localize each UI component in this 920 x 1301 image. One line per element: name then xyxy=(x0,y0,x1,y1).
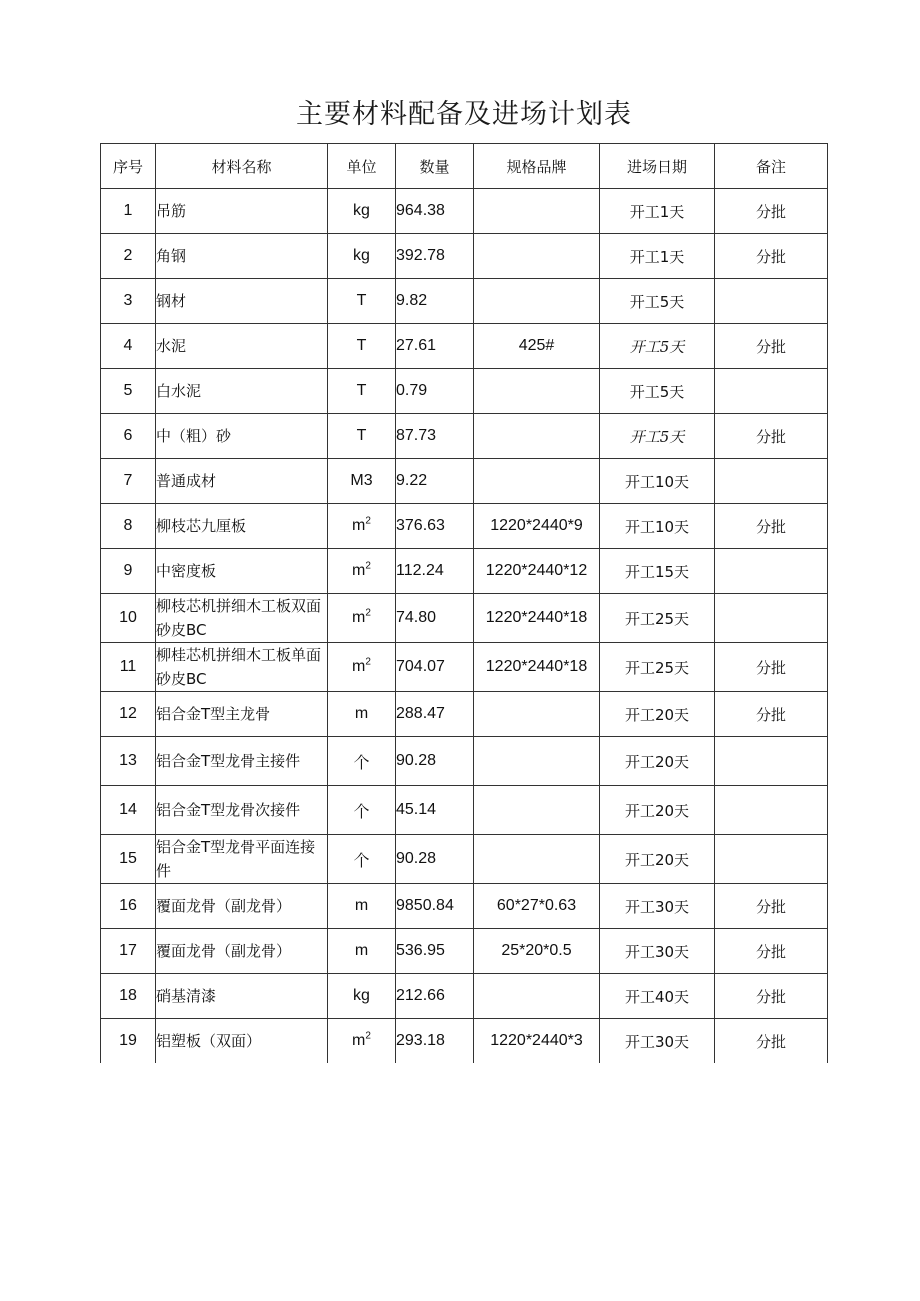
unit: m xyxy=(352,517,366,534)
row-no-cell xyxy=(101,643,156,692)
unit: T xyxy=(356,427,367,444)
remark: 分批 xyxy=(755,897,786,916)
remark-cell xyxy=(715,504,828,549)
arrival-date: 开工20天 xyxy=(624,705,690,724)
table-row xyxy=(101,459,828,504)
arrival-date: 开工40天 xyxy=(624,987,690,1006)
row-no: 4 xyxy=(123,337,133,354)
quantity-cell xyxy=(396,414,474,459)
material-name: 吊筋 xyxy=(156,202,187,220)
unit: kg xyxy=(353,247,370,264)
unit-superscript: 2 xyxy=(365,515,371,527)
quantity-cell xyxy=(396,189,474,234)
quantity-cell xyxy=(396,279,474,324)
material-name: 柳枝芯机拼细木工板双面砂皮BC xyxy=(156,597,322,639)
table-row xyxy=(101,594,828,643)
arrival-date-cell xyxy=(600,279,715,324)
material-name-cell xyxy=(156,234,328,279)
remark-cell xyxy=(715,459,828,504)
spec-brand-cell xyxy=(474,835,600,884)
table-row xyxy=(101,234,828,279)
table-row xyxy=(101,369,828,414)
table-row xyxy=(101,737,828,786)
arrival-date-cell xyxy=(600,504,715,549)
header-row xyxy=(101,144,828,189)
spec-brand-cell xyxy=(474,786,600,835)
row-no-cell xyxy=(101,459,156,504)
material-name-cell xyxy=(156,835,328,884)
remark-cell xyxy=(715,929,828,974)
material-name: 硝基清漆 xyxy=(156,987,217,1005)
quantity-cell xyxy=(396,643,474,692)
arrival-date: 开工5天 xyxy=(629,292,685,311)
arrival-date: 开工1天 xyxy=(629,202,685,221)
header-unit: 单位 xyxy=(328,144,396,189)
unit: T xyxy=(356,382,367,399)
unit-superscript: 2 xyxy=(365,607,371,619)
material-name: 钢材 xyxy=(156,292,187,310)
material-name: 角钢 xyxy=(156,247,187,265)
spec-brand-cell xyxy=(474,504,600,549)
quantity: 45.14 xyxy=(396,801,437,818)
quantity: 704.07 xyxy=(396,658,445,675)
material-name-cell xyxy=(156,643,328,692)
material-name-cell xyxy=(156,369,328,414)
material-name: 中（粗）砂 xyxy=(156,427,232,445)
unit-cell xyxy=(328,234,396,279)
row-no: 3 xyxy=(123,292,133,309)
arrival-date-cell xyxy=(600,324,715,369)
row-no-cell xyxy=(101,594,156,643)
unit: m xyxy=(352,562,366,579)
material-name: 铝合金T型主龙骨 xyxy=(156,705,271,723)
spec-brand-cell xyxy=(474,737,600,786)
arrival-date: 开工5天 xyxy=(629,427,685,446)
quantity: 392.78 xyxy=(396,247,445,264)
table-row xyxy=(101,549,828,594)
unit: m xyxy=(354,705,369,722)
material-name: 铝合金T型龙骨主接件 xyxy=(156,752,301,770)
unit-superscript: 2 xyxy=(365,560,371,572)
remark-cell xyxy=(715,594,828,643)
material-name-cell xyxy=(156,189,328,234)
row-no: 14 xyxy=(119,801,137,818)
row-no: 15 xyxy=(119,850,137,867)
table-row xyxy=(101,974,828,1019)
remark: 分批 xyxy=(755,942,786,961)
header-no: 序号 xyxy=(101,144,156,189)
unit: 个 xyxy=(353,754,370,772)
arrival-date-cell xyxy=(600,692,715,737)
arrival-date-cell xyxy=(600,549,715,594)
arrival-date: 开工10天 xyxy=(624,517,690,536)
unit-cell xyxy=(328,414,396,459)
quantity: 288.47 xyxy=(396,705,445,722)
material-name: 水泥 xyxy=(156,337,187,355)
material-name-cell xyxy=(156,594,328,643)
arrival-date: 开工1天 xyxy=(629,247,685,266)
arrival-date: 开工20天 xyxy=(624,752,690,771)
unit-cell xyxy=(328,884,396,929)
quantity-cell xyxy=(396,369,474,414)
material-name-cell xyxy=(156,279,328,324)
quantity: 9.82 xyxy=(396,292,428,309)
quantity-cell xyxy=(396,884,474,929)
remark-cell xyxy=(715,974,828,1019)
row-no-cell xyxy=(101,414,156,459)
row-no: 9 xyxy=(123,562,133,579)
unit-superscript: 2 xyxy=(365,656,371,668)
unit-superscript: 2 xyxy=(365,1030,371,1042)
remark-cell xyxy=(715,414,828,459)
arrival-date-cell xyxy=(600,974,715,1019)
row-no: 12 xyxy=(119,705,137,722)
table-row xyxy=(101,786,828,835)
spec-brand-cell xyxy=(474,459,600,504)
materials-table xyxy=(100,143,828,1063)
unit-cell xyxy=(328,835,396,884)
remark-cell xyxy=(715,324,828,369)
arrival-date: 开工30天 xyxy=(624,897,690,916)
row-no-cell xyxy=(101,549,156,594)
arrival-date: 开工30天 xyxy=(624,1032,690,1051)
arrival-date-cell xyxy=(600,189,715,234)
material-name: 中密度板 xyxy=(156,562,217,580)
unit-cell xyxy=(328,737,396,786)
row-no-cell xyxy=(101,929,156,974)
unit: T xyxy=(356,337,367,354)
quantity-cell xyxy=(396,974,474,1019)
unit-cell xyxy=(328,692,396,737)
remark: 分批 xyxy=(755,1032,786,1051)
spec-brand: 1220*2440*3 xyxy=(490,1032,583,1049)
material-name-cell xyxy=(156,786,328,835)
quantity: 0.79 xyxy=(396,382,428,399)
unit: m xyxy=(352,609,366,626)
arrival-date-cell xyxy=(600,1019,715,1064)
remark-cell xyxy=(715,737,828,786)
row-no-cell xyxy=(101,1019,156,1064)
material-name-cell xyxy=(156,884,328,929)
table-row xyxy=(101,414,828,459)
quantity: 293.18 xyxy=(396,1032,445,1049)
arrival-date: 开工5天 xyxy=(629,382,685,401)
unit-cell xyxy=(328,459,396,504)
table-body xyxy=(101,189,828,1064)
unit-cell xyxy=(328,504,396,549)
row-no-cell xyxy=(101,189,156,234)
unit: m xyxy=(352,658,366,675)
unit-cell xyxy=(328,279,396,324)
row-no-cell xyxy=(101,504,156,549)
row-no: 16 xyxy=(119,897,137,914)
quantity: 74.80 xyxy=(396,609,437,626)
arrival-date-cell xyxy=(600,459,715,504)
remark-cell xyxy=(715,786,828,835)
material-name-cell xyxy=(156,929,328,974)
arrival-date-cell xyxy=(600,786,715,835)
arrival-date-cell xyxy=(600,234,715,279)
unit-cell xyxy=(328,369,396,414)
spec-brand-cell xyxy=(474,929,600,974)
arrival-date: 开工25天 xyxy=(624,658,690,677)
quantity-cell xyxy=(396,549,474,594)
remark-cell xyxy=(715,279,828,324)
material-name-cell xyxy=(156,459,328,504)
row-no: 11 xyxy=(119,658,137,675)
quantity-cell xyxy=(396,504,474,549)
table-row xyxy=(101,1019,828,1064)
header-date: 进场日期 xyxy=(600,144,715,189)
remark-cell xyxy=(715,234,828,279)
remark: 分批 xyxy=(755,247,786,266)
unit: 个 xyxy=(353,852,370,870)
table-row xyxy=(101,643,828,692)
material-name-cell xyxy=(156,504,328,549)
material-name: 覆面龙骨（副龙骨） xyxy=(156,897,292,915)
table-row xyxy=(101,884,828,929)
row-no: 13 xyxy=(119,752,137,769)
spec-brand: 425# xyxy=(518,337,555,354)
table-row xyxy=(101,835,828,884)
spec-brand-cell xyxy=(474,369,600,414)
row-no-cell xyxy=(101,884,156,929)
quantity: 90.28 xyxy=(396,752,437,769)
row-no: 8 xyxy=(123,517,133,534)
quantity-cell xyxy=(396,692,474,737)
unit: m xyxy=(354,942,369,959)
unit: m xyxy=(354,897,369,914)
unit: T xyxy=(356,292,367,309)
unit-cell xyxy=(328,324,396,369)
remark: 分批 xyxy=(755,517,786,536)
material-name: 白水泥 xyxy=(156,382,202,400)
quantity-cell xyxy=(396,324,474,369)
spec-brand-cell xyxy=(474,974,600,1019)
quantity-cell xyxy=(396,1019,474,1064)
spec-brand-cell xyxy=(474,189,600,234)
material-name: 柳桂芯机拼细木工板单面砂皮BC xyxy=(156,646,322,688)
remark-cell xyxy=(715,189,828,234)
remark-cell xyxy=(715,884,828,929)
arrival-date: 开工5天 xyxy=(629,337,685,356)
material-name-cell xyxy=(156,549,328,594)
spec-brand: 1220*2440*18 xyxy=(485,658,588,675)
remark: 分批 xyxy=(755,427,786,446)
arrival-date-cell xyxy=(600,835,715,884)
spec-brand-cell xyxy=(474,643,600,692)
material-name: 铝合金T型龙骨次接件 xyxy=(156,801,301,819)
row-no: 6 xyxy=(123,427,133,444)
material-name-cell xyxy=(156,414,328,459)
arrival-date: 开工25天 xyxy=(624,609,690,628)
row-no-cell xyxy=(101,974,156,1019)
remark-cell xyxy=(715,835,828,884)
row-no-cell xyxy=(101,234,156,279)
spec-brand-cell xyxy=(474,549,600,594)
unit-cell xyxy=(328,786,396,835)
row-no: 2 xyxy=(123,247,133,264)
arrival-date-cell xyxy=(600,594,715,643)
arrival-date-cell xyxy=(600,884,715,929)
row-no-cell xyxy=(101,369,156,414)
quantity-cell xyxy=(396,594,474,643)
row-no: 18 xyxy=(119,987,137,1004)
spec-brand-cell xyxy=(474,594,600,643)
remark-cell xyxy=(715,692,828,737)
arrival-date-cell xyxy=(600,414,715,459)
material-name: 柳枝芯九厘板 xyxy=(156,517,247,535)
quantity: 87.73 xyxy=(396,427,437,444)
unit: m xyxy=(352,1032,366,1049)
quantity: 536.95 xyxy=(396,942,445,959)
remark-cell xyxy=(715,369,828,414)
row-no: 19 xyxy=(119,1032,137,1049)
material-name-cell xyxy=(156,974,328,1019)
row-no-cell xyxy=(101,279,156,324)
header-spec: 规格品牌 xyxy=(474,144,600,189)
row-no-cell xyxy=(101,786,156,835)
spec-brand: 1220*2440*18 xyxy=(485,609,588,626)
table-row xyxy=(101,929,828,974)
quantity: 27.61 xyxy=(396,337,437,354)
header-note: 备注 xyxy=(715,144,828,189)
row-no-cell xyxy=(101,737,156,786)
quantity: 212.66 xyxy=(396,987,445,1004)
arrival-date-cell xyxy=(600,643,715,692)
arrival-date: 开工20天 xyxy=(624,850,690,869)
spec-brand: 25*20*0.5 xyxy=(501,942,572,959)
remark-cell xyxy=(715,643,828,692)
quantity: 9850.84 xyxy=(396,897,454,914)
arrival-date-cell xyxy=(600,737,715,786)
table-row xyxy=(101,504,828,549)
unit: kg xyxy=(353,987,370,1004)
unit-cell xyxy=(328,974,396,1019)
spec-brand: 60*27*0.63 xyxy=(496,897,577,914)
material-name: 覆面龙骨（副龙骨） xyxy=(156,942,292,960)
table-row xyxy=(101,279,828,324)
material-name: 铝塑板（双面） xyxy=(156,1032,262,1050)
arrival-date-cell xyxy=(600,369,715,414)
quantity-cell xyxy=(396,929,474,974)
remark: 分批 xyxy=(755,987,786,1006)
spec-brand-cell xyxy=(474,1019,600,1064)
spec-brand-cell xyxy=(474,234,600,279)
remark: 分批 xyxy=(755,337,786,356)
quantity: 112.24 xyxy=(396,562,444,579)
arrival-date: 开工10天 xyxy=(624,472,690,491)
unit-cell xyxy=(328,929,396,974)
row-no: 10 xyxy=(119,609,137,626)
arrival-date: 开工30天 xyxy=(624,942,690,961)
spec-brand-cell xyxy=(474,279,600,324)
material-name: 铝合金T型龙骨平面连接件 xyxy=(156,838,316,880)
remark: 分批 xyxy=(755,658,786,677)
unit: kg xyxy=(353,202,370,219)
quantity: 376.63 xyxy=(396,517,445,534)
row-no: 1 xyxy=(123,202,133,219)
header-qty: 数量 xyxy=(396,144,474,189)
arrival-date: 开工15天 xyxy=(624,562,690,581)
material-name-cell xyxy=(156,1019,328,1064)
row-no-cell xyxy=(101,835,156,884)
remark-cell xyxy=(715,549,828,594)
unit: M3 xyxy=(350,472,373,489)
quantity: 964.38 xyxy=(396,202,445,219)
arrival-date: 开工20天 xyxy=(624,801,690,820)
material-name-cell xyxy=(156,692,328,737)
unit-cell xyxy=(328,189,396,234)
row-no-cell xyxy=(101,324,156,369)
material-name-cell xyxy=(156,737,328,786)
quantity-cell xyxy=(396,234,474,279)
row-no-cell xyxy=(101,692,156,737)
spec-brand-cell xyxy=(474,884,600,929)
table-row xyxy=(101,324,828,369)
quantity-cell xyxy=(396,786,474,835)
remark-cell xyxy=(715,1019,828,1064)
remark: 分批 xyxy=(755,705,786,724)
quantity-cell xyxy=(396,835,474,884)
table-row xyxy=(101,189,828,234)
arrival-date-cell xyxy=(600,929,715,974)
spec-brand-cell xyxy=(474,692,600,737)
spec-brand-cell xyxy=(474,324,600,369)
header-name: 材料名称 xyxy=(156,144,328,189)
unit-cell xyxy=(328,549,396,594)
remark: 分批 xyxy=(755,202,786,221)
unit-cell xyxy=(328,594,396,643)
page-title: 主要材料配备及进场计划表 xyxy=(296,99,632,130)
row-no: 5 xyxy=(123,382,133,399)
spec-brand: 1220*2440*9 xyxy=(490,517,583,534)
material-name-cell xyxy=(156,324,328,369)
unit: 个 xyxy=(353,803,370,821)
table-row xyxy=(101,692,828,737)
spec-brand: 1220*2440*12 xyxy=(485,562,588,579)
unit-cell xyxy=(328,1019,396,1064)
quantity: 9.22 xyxy=(396,472,428,489)
quantity-cell xyxy=(396,459,474,504)
row-no: 17 xyxy=(119,942,137,959)
spec-brand-cell xyxy=(474,414,600,459)
material-name: 普通成材 xyxy=(156,472,217,490)
row-no: 7 xyxy=(123,472,133,489)
unit-cell xyxy=(328,643,396,692)
quantity: 90.28 xyxy=(396,850,437,867)
quantity-cell xyxy=(396,737,474,786)
